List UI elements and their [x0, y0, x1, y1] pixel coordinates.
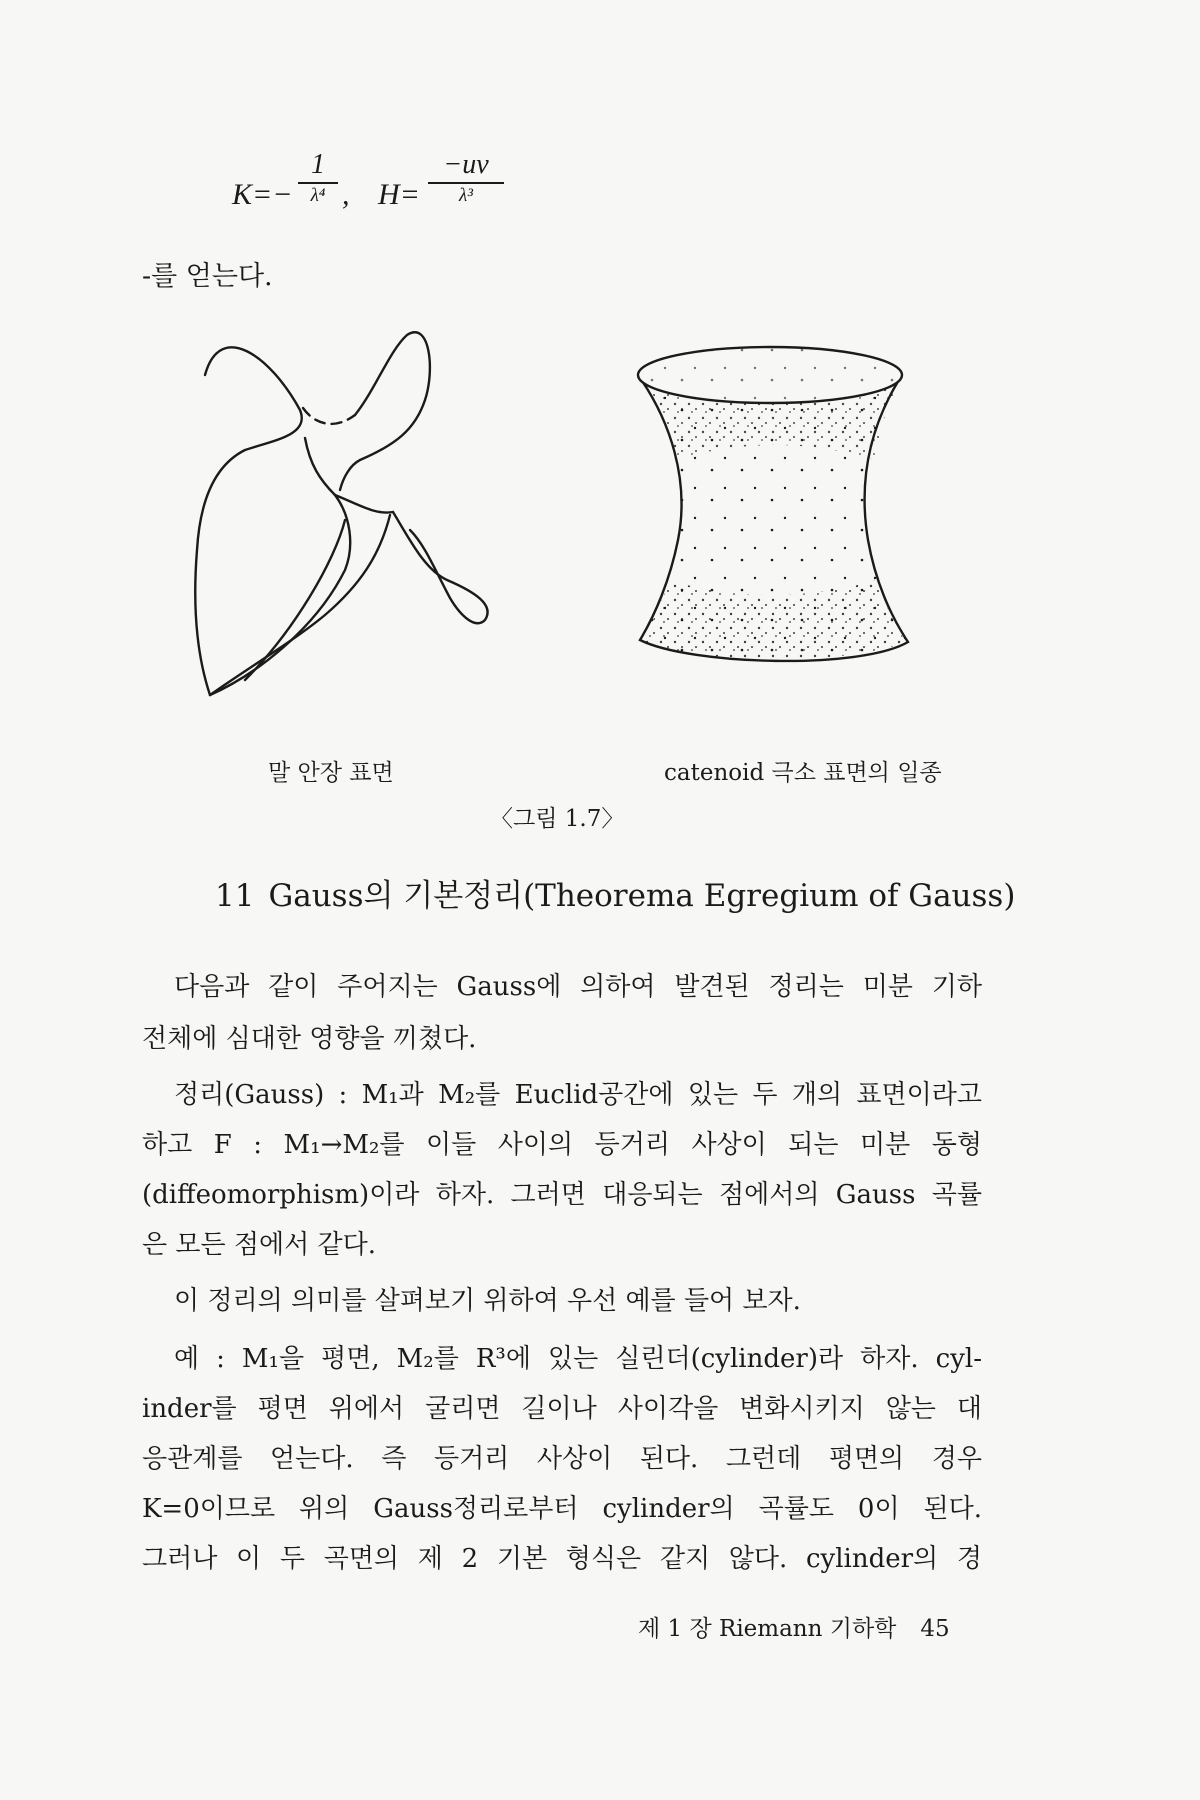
saddle-surface-drawing — [185, 330, 545, 730]
theorem-line: 하고 F : M₁→M₂를 이들 사이의 등거리 사상이 되는 미분 동형 — [142, 1130, 982, 1160]
k-fraction — [298, 148, 338, 208]
k-numerator: 1 — [311, 149, 325, 180]
k-label: K=− — [232, 178, 293, 211]
h-numerator: −uv — [443, 149, 489, 180]
theorem-line: 은 모든 점에서 같다. — [142, 1230, 376, 1260]
section-heading — [215, 870, 1015, 915]
theorem-line: 정리(Gauss) : M₁과 M₂를 Euclid공간에 있는 두 개의 표면이라고 — [174, 1080, 982, 1110]
k-denominator: λ⁴ — [310, 185, 326, 206]
left-figure-caption: 말 안장 표면 — [268, 760, 394, 786]
h-denominator: λ³ — [459, 185, 473, 206]
formula-separator: , — [342, 178, 350, 211]
theorem-line: (diffeomorphism)이라 하자. 그러면 대응되는 점에서의 Gauss 곡률 — [142, 1180, 982, 1210]
formula-conclusion: -를 얻는다. — [142, 261, 273, 292]
h-fraction — [428, 148, 504, 208]
catenoid-drawing — [630, 330, 930, 690]
page-footer — [638, 1610, 950, 1643]
example-line: 응관계를 얻는다. 즉 등거리 사상이 된다. 그런데 평면의 경우 — [142, 1444, 982, 1474]
h-label: H= — [378, 178, 420, 211]
figure-number-caption: 〈그림 1.7〉 — [490, 806, 625, 832]
chapter-title: 제 1 장 Riemann 기하학 — [638, 1616, 897, 1642]
figure-1-7 — [0, 330, 1200, 832]
section-title: Gauss의 기본정리(Theorema Egregium of Gauss) — [268, 878, 1016, 914]
text-line: 이 정리의 의미를 살펴보기 위하여 우선 예를 들어 보자. — [174, 1286, 801, 1316]
section-number: 11 — [215, 878, 255, 914]
example-line: inder를 평면 위에서 굴리면 길이나 사이각을 변화시키지 않는 대 — [142, 1394, 982, 1424]
example-line: K=0이므로 위의 Gauss정리로부터 cylinder의 곡률도 0이 된다. — [142, 1494, 982, 1524]
page-number: 45 — [920, 1616, 950, 1642]
text-line: 전체에 심대한 영향을 끼쳤다. — [142, 1024, 477, 1054]
text-line: 다음과 같이 주어지는 Gauss에 의하여 발견된 정리는 미분 기하 — [174, 972, 982, 1002]
example-line: 예 : M₁을 평면, M₂를 R³에 있는 실린더(cylinder)라 하자. cyl- — [174, 1344, 982, 1374]
example-line: 그러나 이 두 곡면의 제 2 기본 형식은 같지 않다. cylinder의 경 — [142, 1544, 982, 1574]
right-figure-caption: catenoid 극소 표면의 일종 — [664, 760, 942, 786]
